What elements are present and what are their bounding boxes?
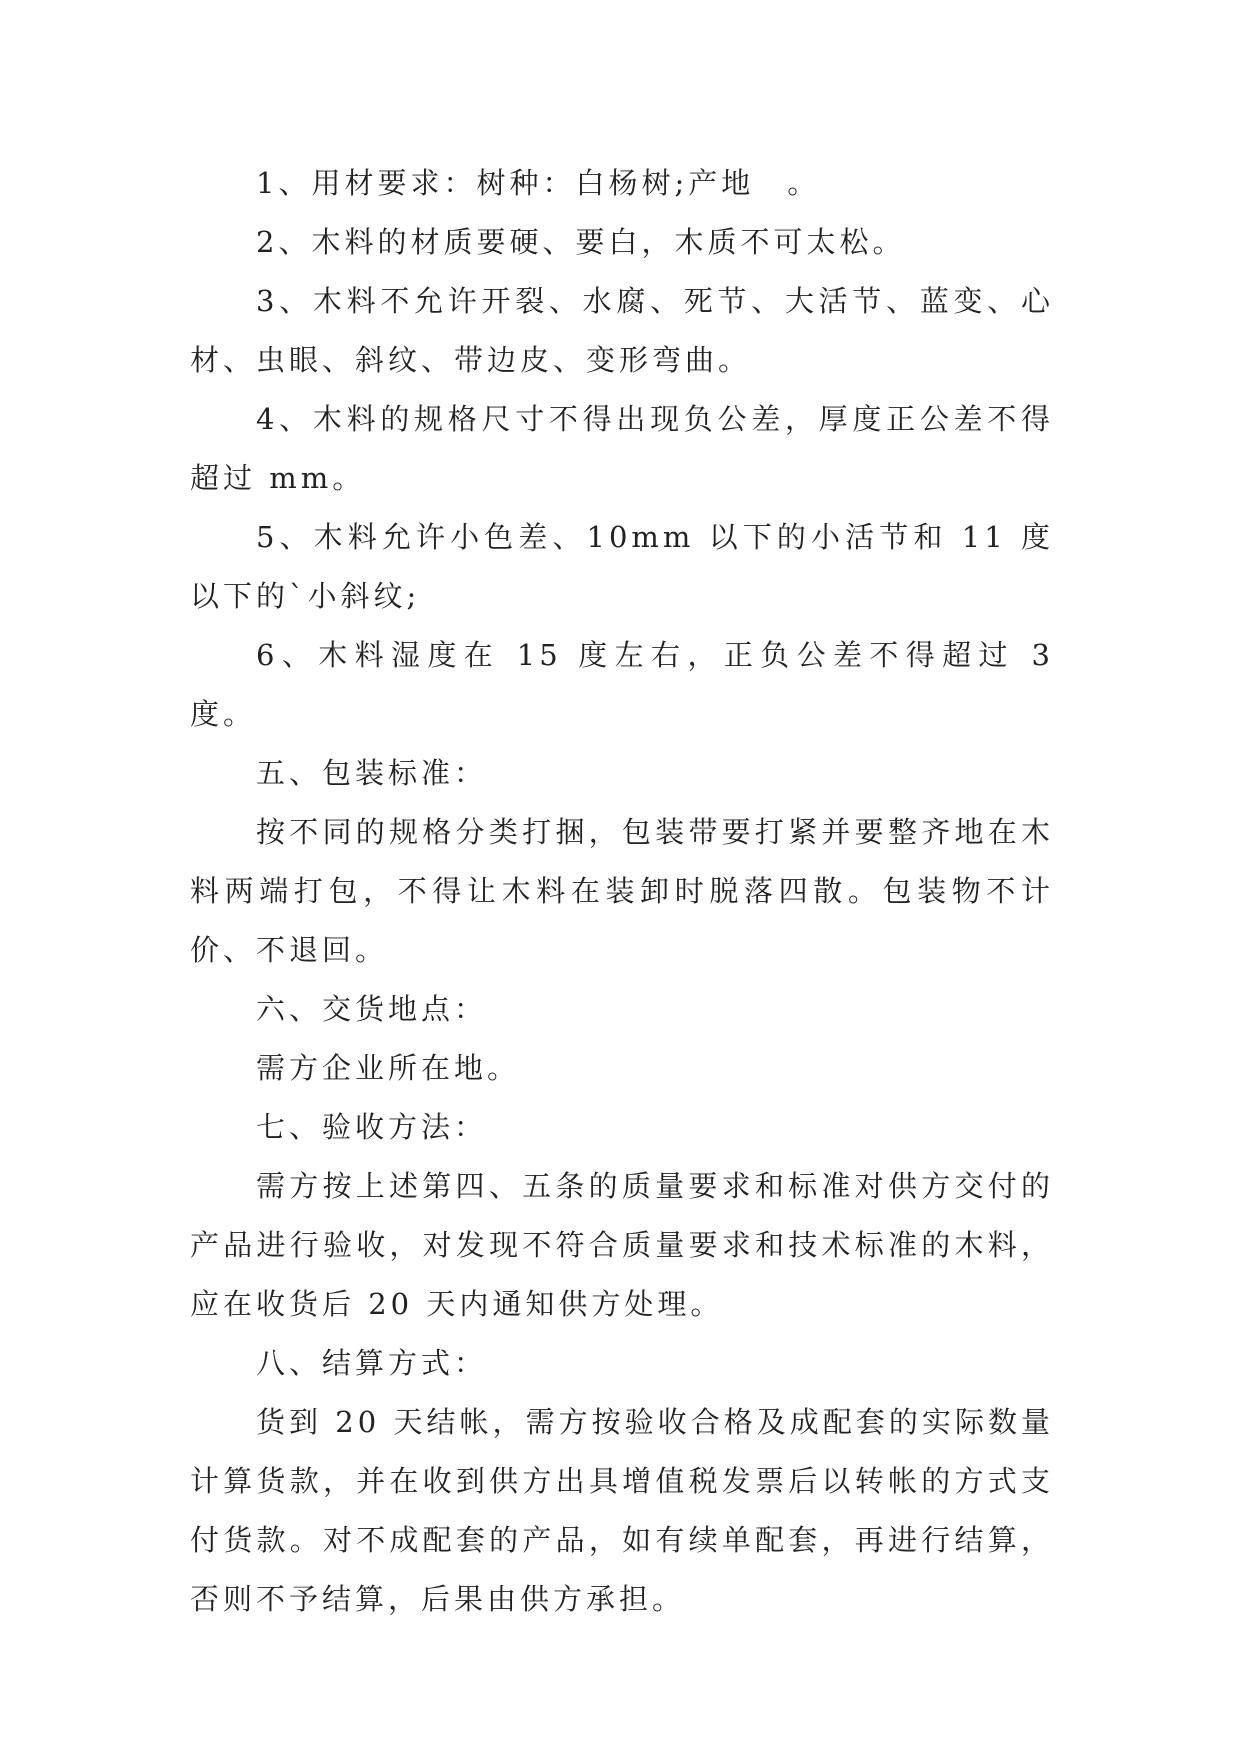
heading-packaging-standard: 五、包装标准： (256, 756, 488, 790)
paragraph-tolerance: 4、木料的规格尺寸不得出现负公差，厚度正公差不得超过 mm。 (190, 402, 1054, 495)
heading-delivery-location: 六、交货地点： (256, 992, 488, 1026)
paragraph-packaging: 按不同的规格分类打捆，包装带要打紧并要整齐地在木料两端打包，不得让木料在装卸时脱落四散。包装物不计价、不退回。 (190, 815, 1054, 967)
paragraph-delivery-location: 需方企业所在地。 (256, 1051, 521, 1085)
paragraph-humidity: 6、木料湿度在 15 度左右，正负公差不得超过 3 度。 (190, 638, 1054, 731)
document-body (190, 154, 1054, 1629)
heading-acceptance-method: 七、验收方法： (256, 1110, 488, 1144)
paragraph-acceptance: 需方按上述第四、五条的质量要求和标准对供方交付的产品进行验收，对发现不符合质量要求和技术标准的木料，应在收货后 20 天内通知供方处理。 (190, 1169, 1054, 1321)
paragraph-settlement: 货到 20 天结帐，需方按验收合格及成配套的实际数量计算货款，并在收到供方出具增值税发票后以转帐的方式支付货款。对不成配套的产品，如有续单配套，再进行结算，否则不予结算，后果由供方承担。 (190, 1405, 1054, 1616)
paragraph-material-quality: 2、木料的材质要硬、要白，木质不可太松。 (256, 225, 906, 259)
paragraph-allowances: 5、木料允许小色差、10mm 以下的小活节和 11 度以下的`小斜纹; (190, 520, 1054, 613)
paragraph-defects: 3、木料不允许开裂、水腐、死节、大活节、蓝变、心材、虫眼、斜纹、带边皮、变形弯曲。 (190, 284, 1054, 377)
paragraph-material-requirement: 1、用材要求：树种：白杨树;产地 。 (256, 166, 821, 200)
heading-settlement-method: 八、结算方式： (256, 1346, 488, 1380)
